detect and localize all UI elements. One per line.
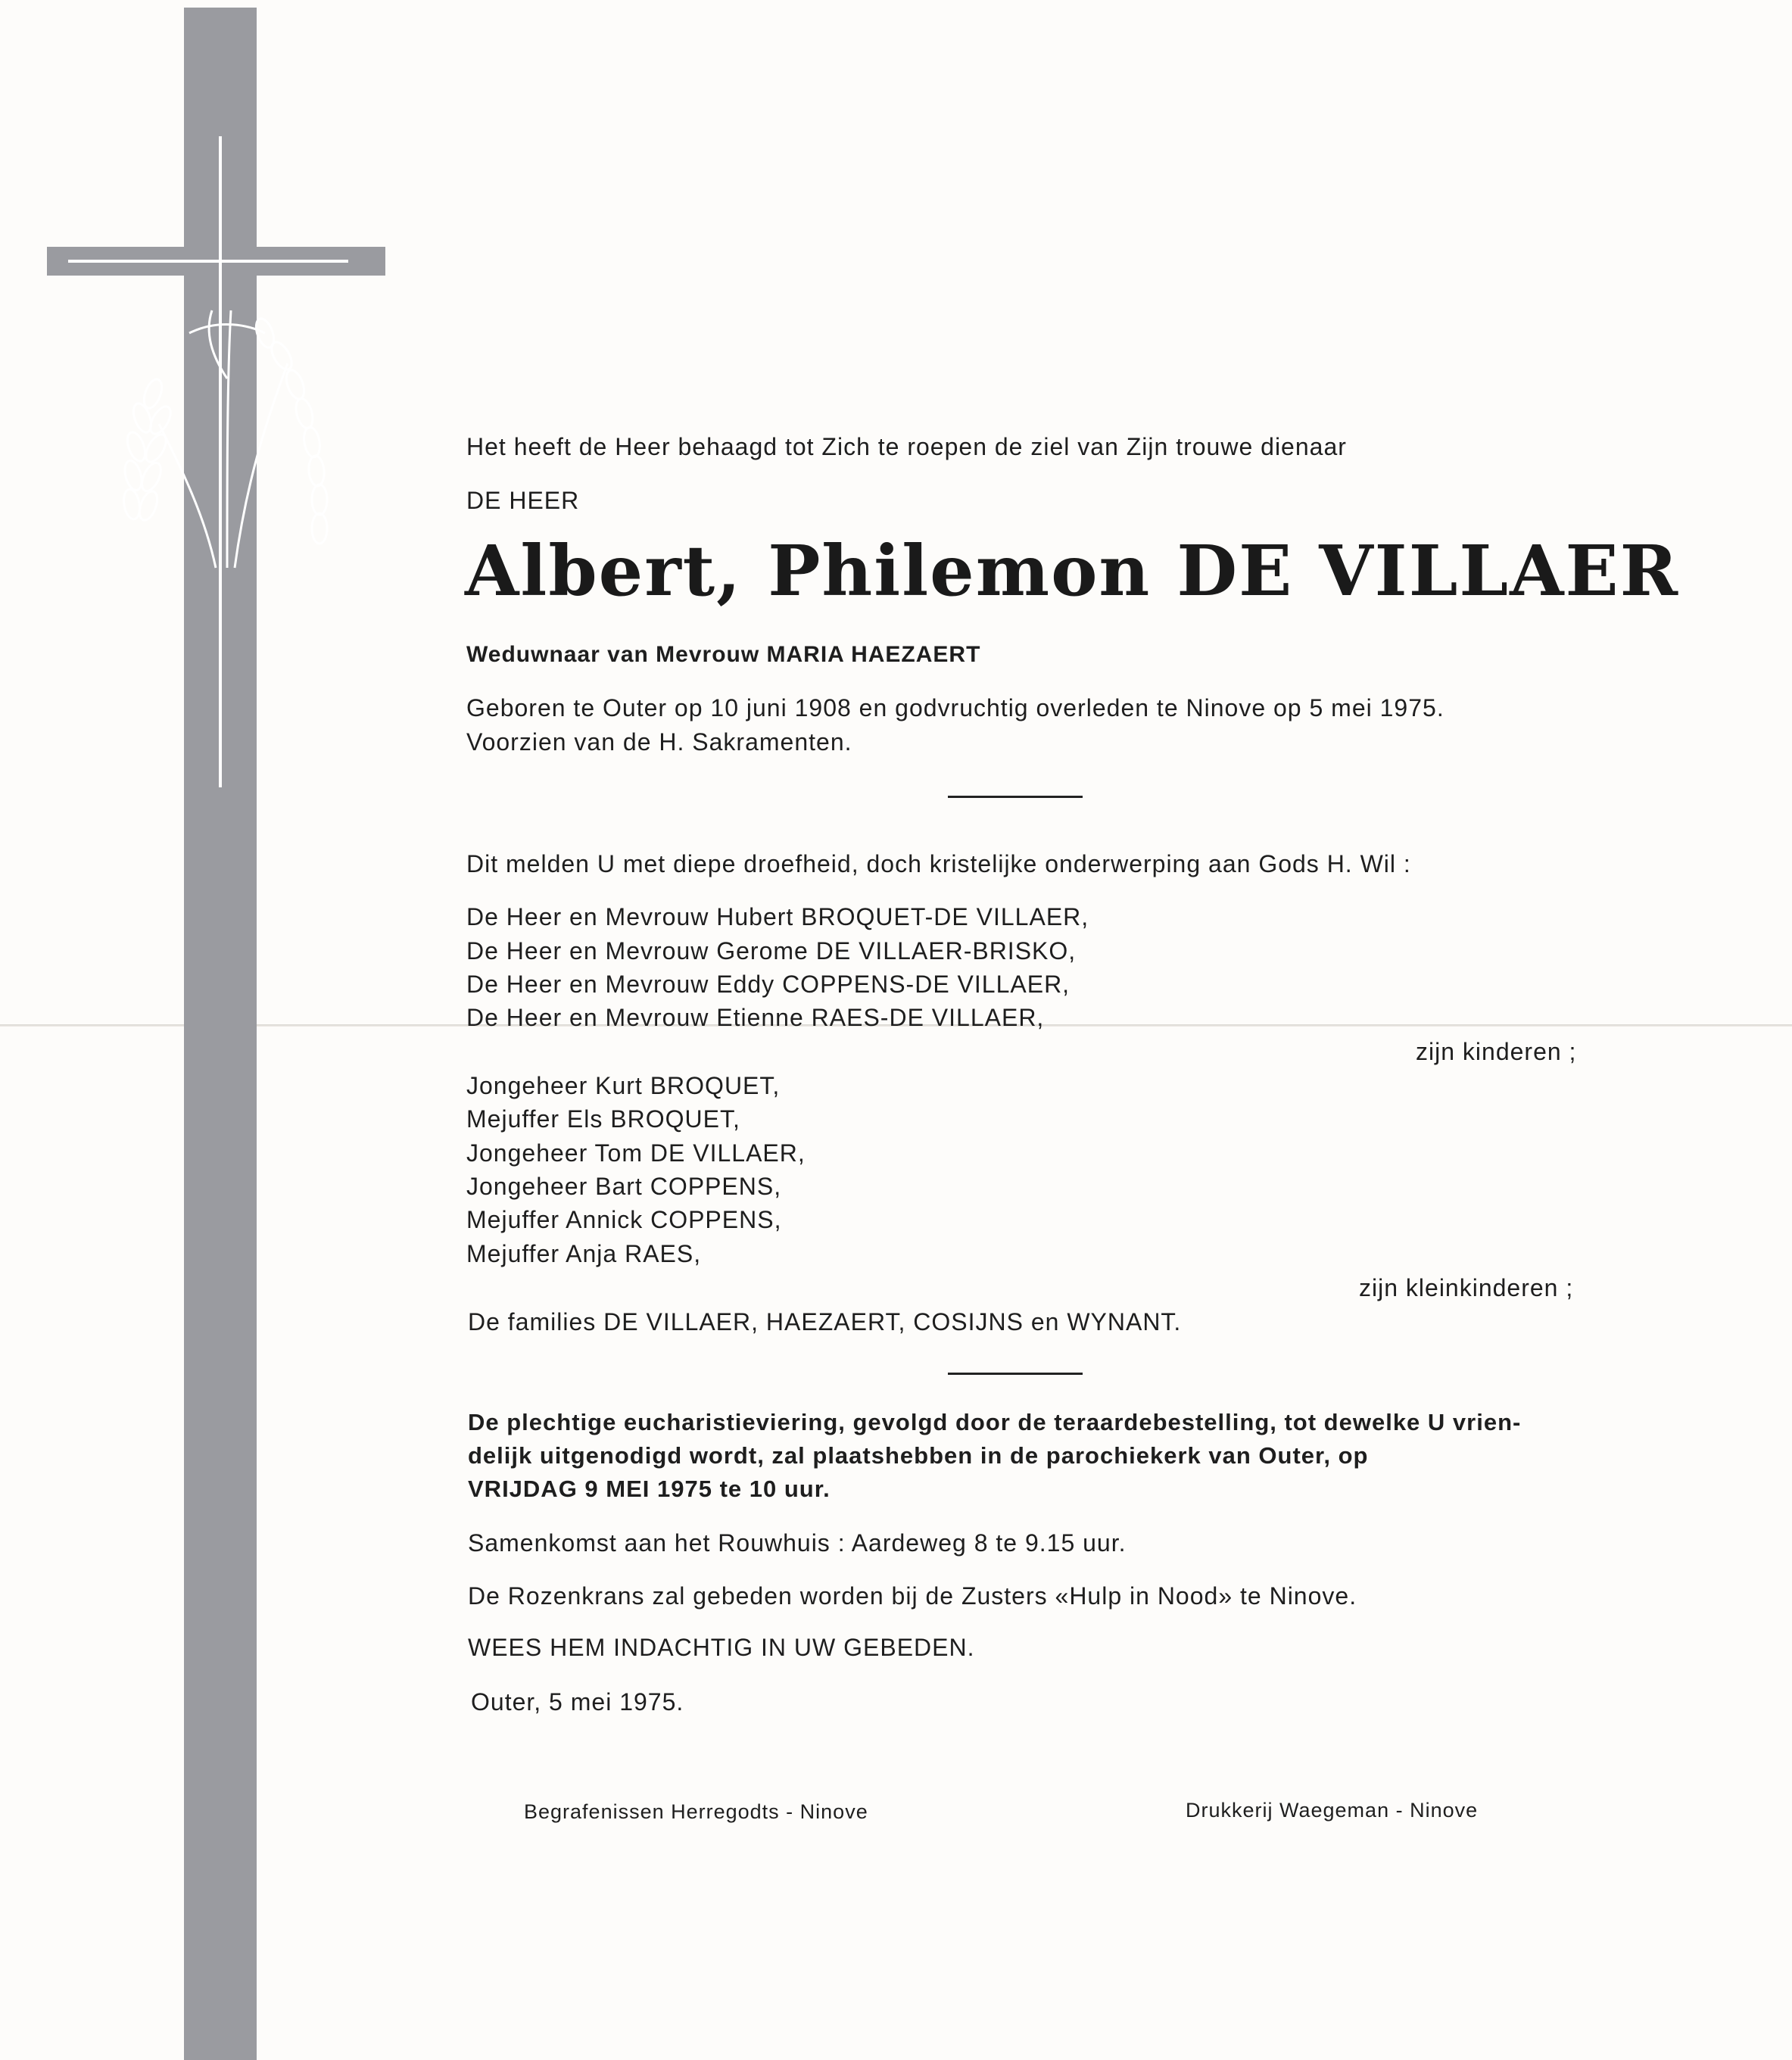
- remember-text: WEES HEM INDACHTIG IN UW GEBEDEN.: [468, 1634, 975, 1661]
- children-label: zijn kinderen ;: [1416, 1038, 1577, 1065]
- divider-2: [948, 1373, 1083, 1375]
- sacraments-text: Voorzien van de H. Sakramenten.: [466, 728, 852, 756]
- ceremony-line: delijk uitgenodigd wordt, zal plaatshebben in de parochiekerk van Outer, op: [468, 1442, 1369, 1469]
- wheat-icon: [114, 288, 341, 575]
- gathering-text: Samenkomst aan het Rouwhuis : Aardeweg 8 te 9.15 uur.: [468, 1529, 1127, 1557]
- grandchild-line: Mejuffer Anja RAES,: [466, 1240, 702, 1267]
- child-line: De Heer en Mevrouw Etienne RAES-DE VILLAER,: [466, 1004, 1045, 1031]
- grandchild-line: Jongeheer Tom DE VILLAER,: [466, 1139, 806, 1167]
- footer-funeral-home: Begrafenissen Herregodts - Ninove: [524, 1800, 868, 1823]
- families-text: De families DE VILLAER, HAEZAERT, COSIJNS en WYNANT.: [468, 1308, 1182, 1335]
- grandchild-line: Mejuffer Annick COPPENS,: [466, 1206, 782, 1233]
- widower-text: Weduwnaar van Mevrouw MARIA HAEZAERT: [466, 642, 981, 667]
- intro-text: Het heeft de Heer behaagd tot Zich te roepen de ziel van Zijn trouwe dienaar: [466, 433, 1347, 460]
- grandchild-line: Jongeheer Kurt BROQUET,: [466, 1072, 781, 1099]
- grandchildren-label: zijn kleinkinderen ;: [1359, 1274, 1574, 1301]
- ceremony-line: De plechtige eucharistieviering, gevolgd door de teraardebestelling, tot dewelke U vrien-: [468, 1409, 1522, 1435]
- deceased-name: Albert, Philemon DE VILLAER: [465, 530, 1680, 612]
- footer-printer: Drukkerij Waegeman - Ninove: [1186, 1799, 1479, 1822]
- place-date-text: Outer, 5 mei 1975.: [471, 1688, 684, 1716]
- rosary-text: De Rozenkrans zal gebeden worden bij de Zusters «Hulp in Nood» te Ninove.: [468, 1582, 1357, 1610]
- grandchild-line: Mejuffer Els BROQUET,: [466, 1105, 740, 1133]
- title-text: DE HEER: [466, 487, 580, 514]
- child-line: De Heer en Mevrouw Eddy COPPENS-DE VILLAER,: [466, 971, 1071, 998]
- child-line: De Heer en Mevrouw Gerome DE VILLAER-BRISKO,: [466, 937, 1077, 965]
- ceremony-line: VRIJDAG 9 MEI 1975 te 10 uur.: [468, 1476, 831, 1502]
- grandchild-line: Jongeheer Bart COPPENS,: [466, 1173, 782, 1200]
- divider-1: [948, 796, 1083, 798]
- child-line: De Heer en Mevrouw Hubert BROQUET-DE VILLAER,: [466, 903, 1089, 930]
- cross-inner-line-horizontal: [68, 260, 348, 263]
- birth-death-text: Geboren te Outer op 10 juni 1908 en godvruchtig overleden te Ninove op 5 mei 1975.: [466, 694, 1445, 721]
- announcement-text: Dit melden U met diepe droefheid, doch kristelijke onderwerping aan Gods H. Wil :: [466, 850, 1411, 877]
